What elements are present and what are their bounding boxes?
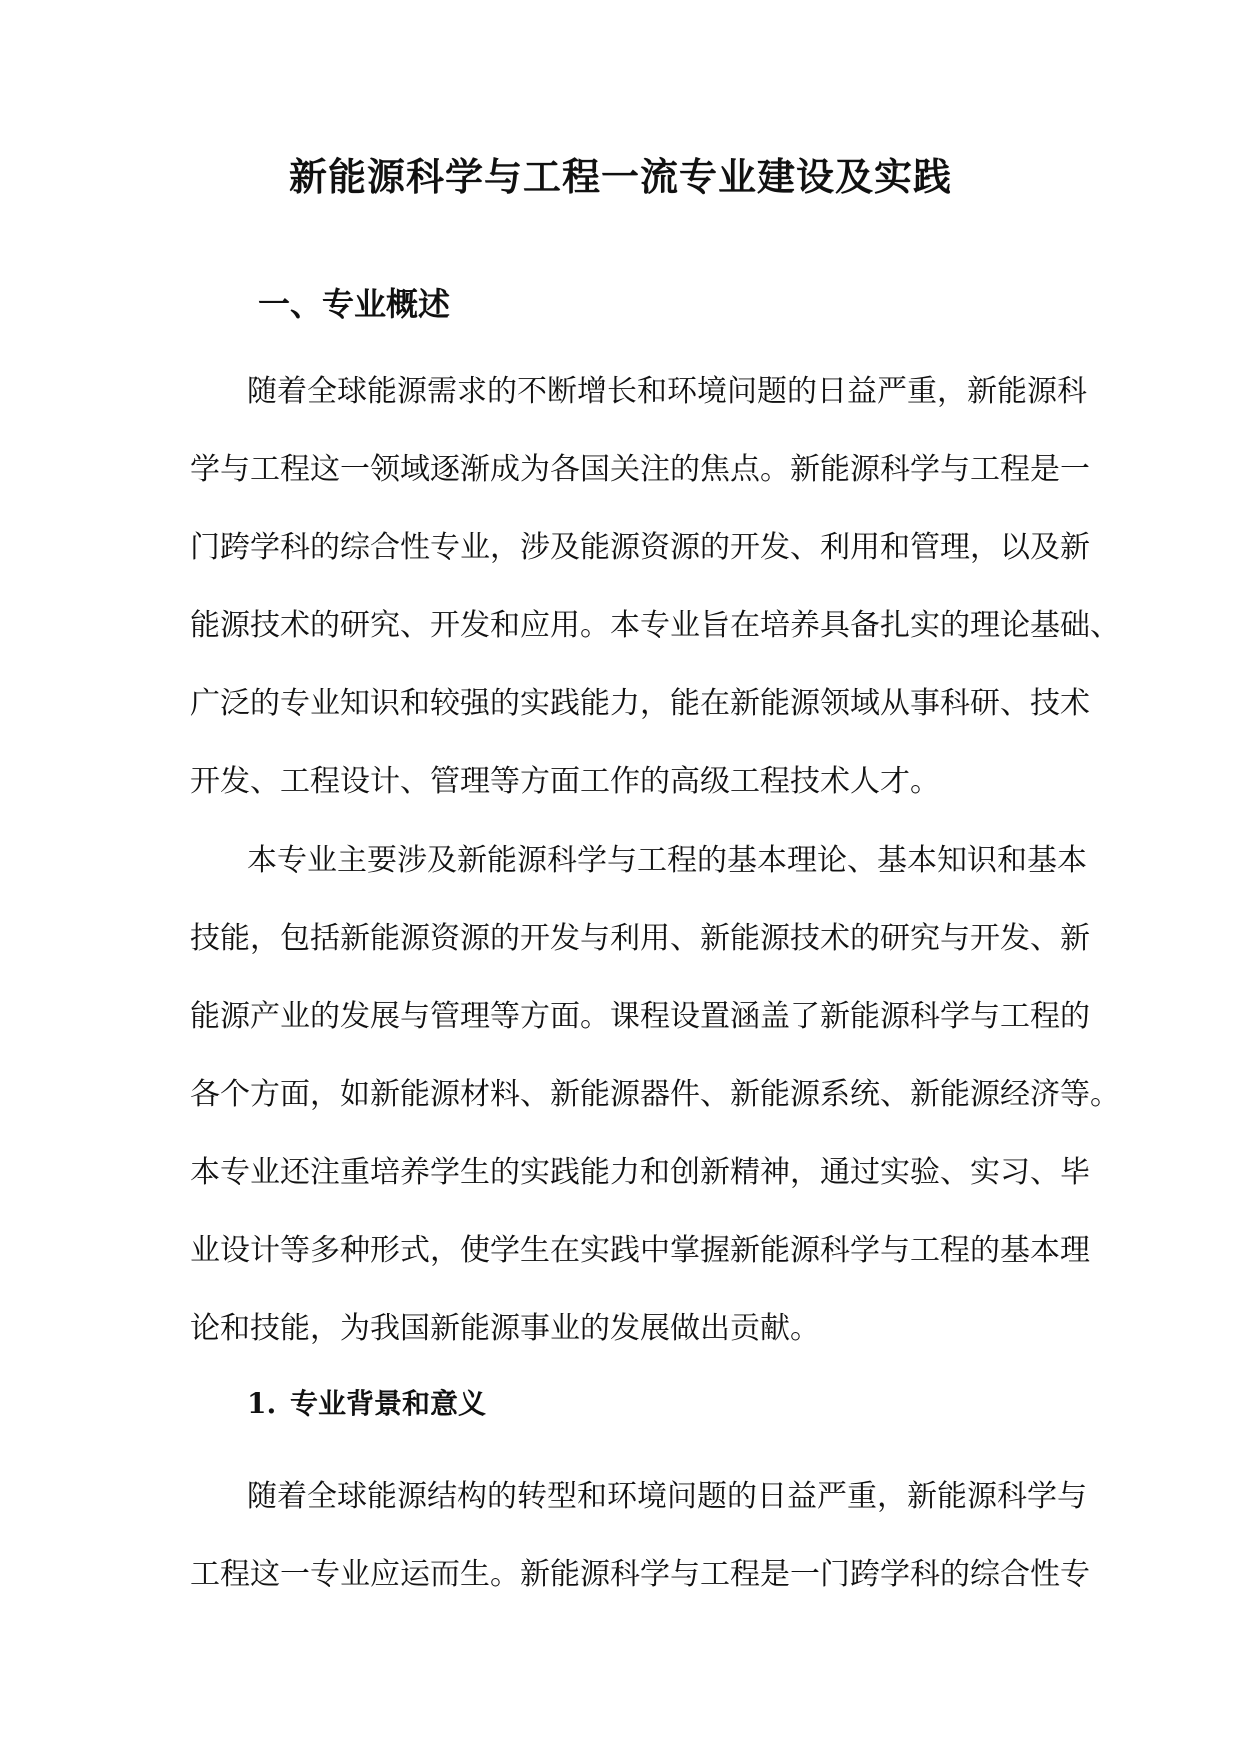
paragraph-line: 论和技能，为我国新能源事业的发展做出贡献。 (190, 1311, 820, 1346)
paragraph-line: 本专业还注重培养学生的实践能力和创新精神，通过实验、实习、毕 (190, 1155, 1090, 1190)
paragraph-line: 学与工程这一领域逐渐成为各国关注的焦点。新能源科学与工程是一 (190, 452, 1090, 487)
paragraph-line: 能源产业的发展与管理等方面。课程设置涵盖了新能源科学与工程的 (190, 999, 1090, 1034)
paragraph-line: 业设计等多种形式，使学生在实践中掌握新能源科学与工程的基本理 (190, 1233, 1090, 1268)
paragraph-line: 开发、工程设计、管理等方面工作的高级工程技术人才。 (190, 764, 940, 799)
subsection-number: 1. (247, 1387, 277, 1420)
paragraph-line: 技能，包括新能源资源的开发与利用、新能源技术的研究与开发、新 (190, 921, 1090, 956)
paragraph-line: 门跨学科的综合性专业，涉及能源资源的开发、利用和管理，以及新 (190, 530, 1090, 565)
paragraph-line: 能源技术的研究、开发和应用。本专业旨在培养具备扎实的理论基础、 (190, 608, 1120, 643)
subsection-heading-background (247, 1384, 486, 1424)
section-heading-overview: 一、专业概述 (258, 285, 451, 323)
paragraph-overview-2 (190, 822, 1120, 1368)
paragraph-line: 各个方面，如新能源材料、新能源器件、新能源系统、新能源经济等。 (190, 1077, 1120, 1112)
paragraph-background-1 (190, 1458, 1090, 1614)
paragraph-line: 本专业主要涉及新能源科学与工程的基本理论、基本知识和基本 (247, 843, 1087, 878)
paragraph-line: 工程这一专业应运而生。新能源科学与工程是一门跨学科的综合性专 (190, 1557, 1090, 1592)
paragraph-overview-1 (190, 353, 1120, 821)
paragraph-line: 随着全球能源需求的不断增长和环境问题的日益严重，新能源科 (247, 374, 1087, 409)
paragraph-line: 广泛的专业知识和较强的实践能力，能在新能源领域从事科研、技术 (190, 686, 1090, 721)
document-title: 新能源科学与工程一流专业建设及实践 (288, 154, 952, 199)
subsection-heading-text: 专业背景和意义 (290, 1387, 487, 1420)
paragraph-line: 随着全球能源结构的转型和环境问题的日益严重，新能源科学与 (247, 1479, 1087, 1514)
